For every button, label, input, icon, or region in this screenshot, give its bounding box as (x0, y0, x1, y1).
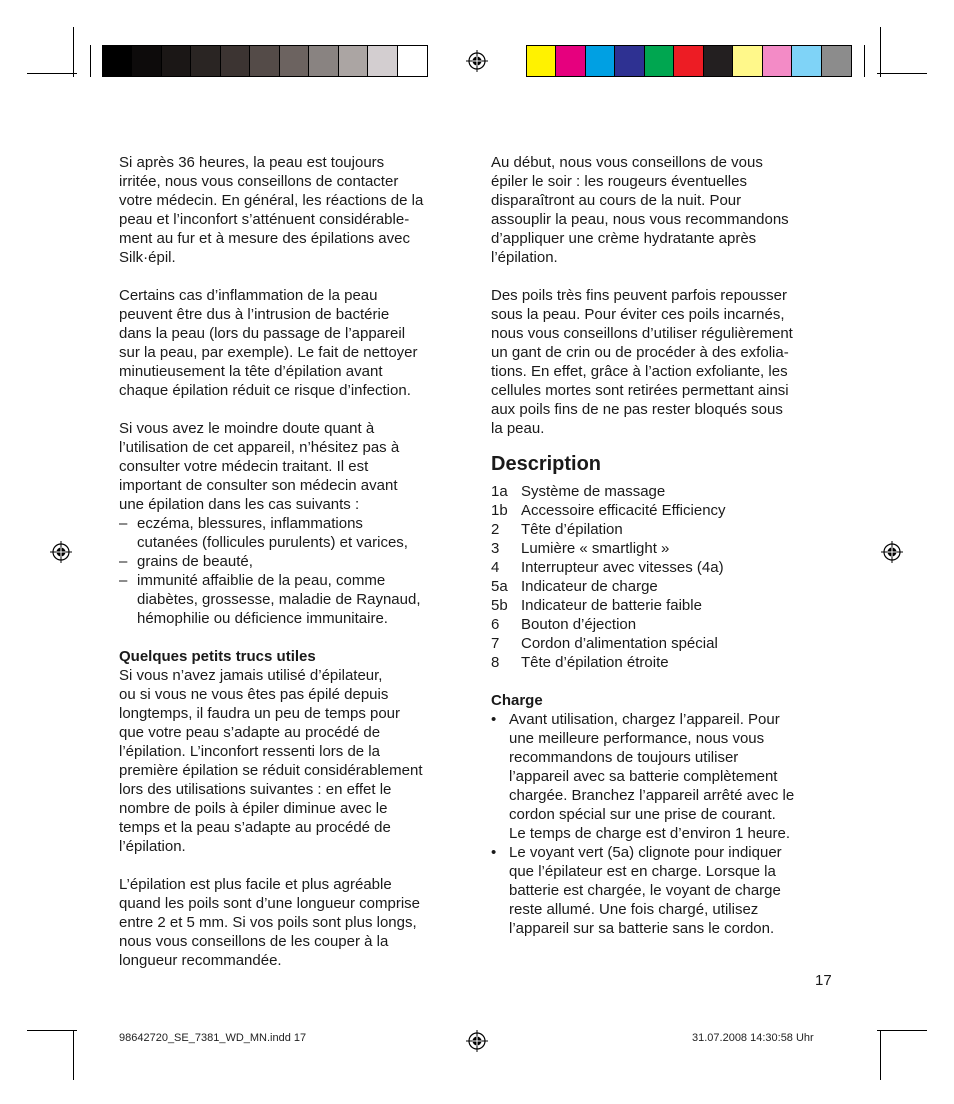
grayscale-color-bar (102, 45, 428, 77)
crop-mark (880, 1030, 881, 1080)
color-swatch (527, 46, 556, 76)
bullet-dot: • (491, 711, 497, 728)
left-text-column (119, 153, 464, 970)
color-swatch (368, 46, 397, 76)
list-item: 2 Tête d’épilation (491, 521, 623, 538)
description-list (491, 482, 836, 672)
right-text-column (491, 153, 836, 938)
color-swatch (280, 46, 309, 76)
list-item: 3 Lumière « smartlight » (491, 540, 670, 557)
charge-bullet-list (491, 710, 836, 938)
slug-timestamp: 31.07.2008 14:30:58 Uhr (692, 1032, 814, 1044)
crop-mark (880, 27, 881, 77)
paragraph: Des poils très fins peuvent parfois repousser sous la peau. Pour éviter ces poils incarnés, nous vous conseillons d’utiliser régulièrement un gant de crin ou de procéder à des exfolia- tions. En effet, grâce à l’action exfoliante, les cellules mortes sont retirées permettant ainsi aux poils fins de ne pas rester bloqués sous la peau. (491, 287, 793, 437)
list-item: – immunité affaiblie de la peau, comme diabètes, grossesse, maladie de Raynaud, hémophilie ou déficience immunitaire. (119, 572, 421, 627)
crop-mark (73, 27, 74, 77)
list-item: 7 Cordon d’alimentation spécial (491, 635, 718, 652)
dash-bullet: – (119, 515, 128, 532)
color-swatch (162, 46, 191, 76)
paragraph: Au début, nous vous conseillons de vous épiler le soir : les rougeurs éventuelles disparaîtront au cours de la nuit. Pour assouplir la peau, nous vous recommandons d’appliquer une crème hydratante après l’épilation. (491, 154, 789, 266)
list-item: • Le voyant vert (5a) clignote pour indiquer que l’épilateur est en charge. Lorsque la batterie est chargée, le voyant de charge reste allumé. Une fois chargé, utilisez l’appareil sur sa batterie sans le cordon. (491, 844, 782, 937)
crop-mark (877, 73, 927, 74)
color-swatch (615, 46, 644, 76)
list-item: 4 Interrupteur avec vitesses (4a) (491, 559, 724, 576)
color-swatch (674, 46, 703, 76)
tips-heading: Quelques petits trucs utiles (119, 648, 316, 665)
contraindications-list (119, 514, 464, 628)
color-swatch (309, 46, 338, 76)
list-item: 1b Accessoire efficacité Efficiency (491, 502, 726, 519)
registration-mark-icon (466, 50, 488, 72)
registration-mark-icon (881, 541, 903, 563)
paragraph: Si après 36 heures, la peau est toujours irritée, nous vous conseillons de contacter votre médecin. En général, les réactions de la peau et l’inconfort s’atténuent considérable- ment au fur et à mesure des épilations avec Silk·épil. (119, 154, 424, 266)
color-swatch (556, 46, 585, 76)
color-swatch (132, 46, 161, 76)
list-item: 5a Indicateur de charge (491, 578, 658, 595)
bullet-dot: • (491, 844, 497, 861)
list-item: – eczéma, blessures, inflammations cutanées (follicules purulents) et varices, (119, 515, 408, 551)
color-swatch (792, 46, 821, 76)
list-item: 5b Indicateur de batterie faible (491, 597, 702, 614)
charge-heading: Charge (491, 692, 543, 709)
list-item: 6 Bouton d’éjection (491, 616, 637, 633)
crop-mark (27, 1030, 77, 1031)
dash-bullet: – (119, 553, 128, 570)
crop-mark (877, 1030, 927, 1031)
process-color-bar (526, 45, 852, 77)
crop-mark (73, 1030, 74, 1080)
crop-mark (27, 73, 77, 74)
color-swatch (822, 46, 851, 76)
paragraph: L’épilation est plus facile et plus agréable quand les poils sont d’une longueur comprise entre 2 et 5 mm. Si vos poils sont plus longs, nous vous conseillons de les couper à la longueur recommandée. (119, 876, 421, 969)
slug-filename: 98642720_SE_7381_WD_MN.indd 17 (119, 1032, 307, 1044)
color-swatch (398, 46, 427, 76)
color-swatch (191, 46, 220, 76)
page-number: 17 (815, 972, 832, 989)
color-swatch (250, 46, 279, 76)
list-item: – grains de beauté, (119, 553, 253, 570)
color-swatch (339, 46, 368, 76)
paragraph: Si vous avez le moindre doute quant à l’utilisation de cet appareil, n’hésitez pas à consulter votre médecin traitant. Il est important de consulter son médecin avant une épilation dans les cas suivants : (119, 420, 400, 513)
registration-mark-icon (466, 1030, 488, 1052)
paragraph: Si vous n’avez jamais utilisé d’épilateur, ou si vous ne vous êtes pas épilé depuis longtemps, il faudra un peu de temps pour que votre peau s’adapte au procédé de l’épilation. L’inconfort ressenti lors de la première épilation se réduit considérablement lors des utilisations suivantes : en effet le nombre de poils à épiler diminue avec le temps et la peau s’adapte au procédé de l’épilation. (119, 667, 423, 855)
color-swatch (704, 46, 733, 76)
color-swatch (733, 46, 762, 76)
list-item: 8 Tête d’épilation étroite (491, 654, 669, 671)
color-swatch (103, 46, 132, 76)
dash-bullet: – (119, 572, 128, 589)
crop-mark (864, 45, 865, 77)
list-item: 1a Système de massage (491, 483, 666, 500)
color-swatch (763, 46, 792, 76)
color-swatch (645, 46, 674, 76)
registration-mark-icon (50, 541, 72, 563)
paragraph: Certains cas d’inflammation de la peau peuvent être dus à l’intrusion de bactérie dans la peau (lors du passage de l’appareil sur la peau, par exemple). Le fait de nettoyer minutieusement la tête d’épilation avant chaque épilation réduit ce risque d’infection. (119, 287, 418, 399)
crop-mark (90, 45, 91, 77)
color-swatch (586, 46, 615, 76)
list-item: • Avant utilisation, chargez l’appareil. Pour une meilleure performance, nous vous recommandons de toujours utiliser l’appareil avec sa batterie complètement chargée. Branchez l’appareil arrêté avec le cordon spécial sur une prise de courant. Le temps de charge est d’environ 1 heure. (491, 711, 795, 842)
description-title: Description (491, 453, 602, 475)
color-swatch (221, 46, 250, 76)
